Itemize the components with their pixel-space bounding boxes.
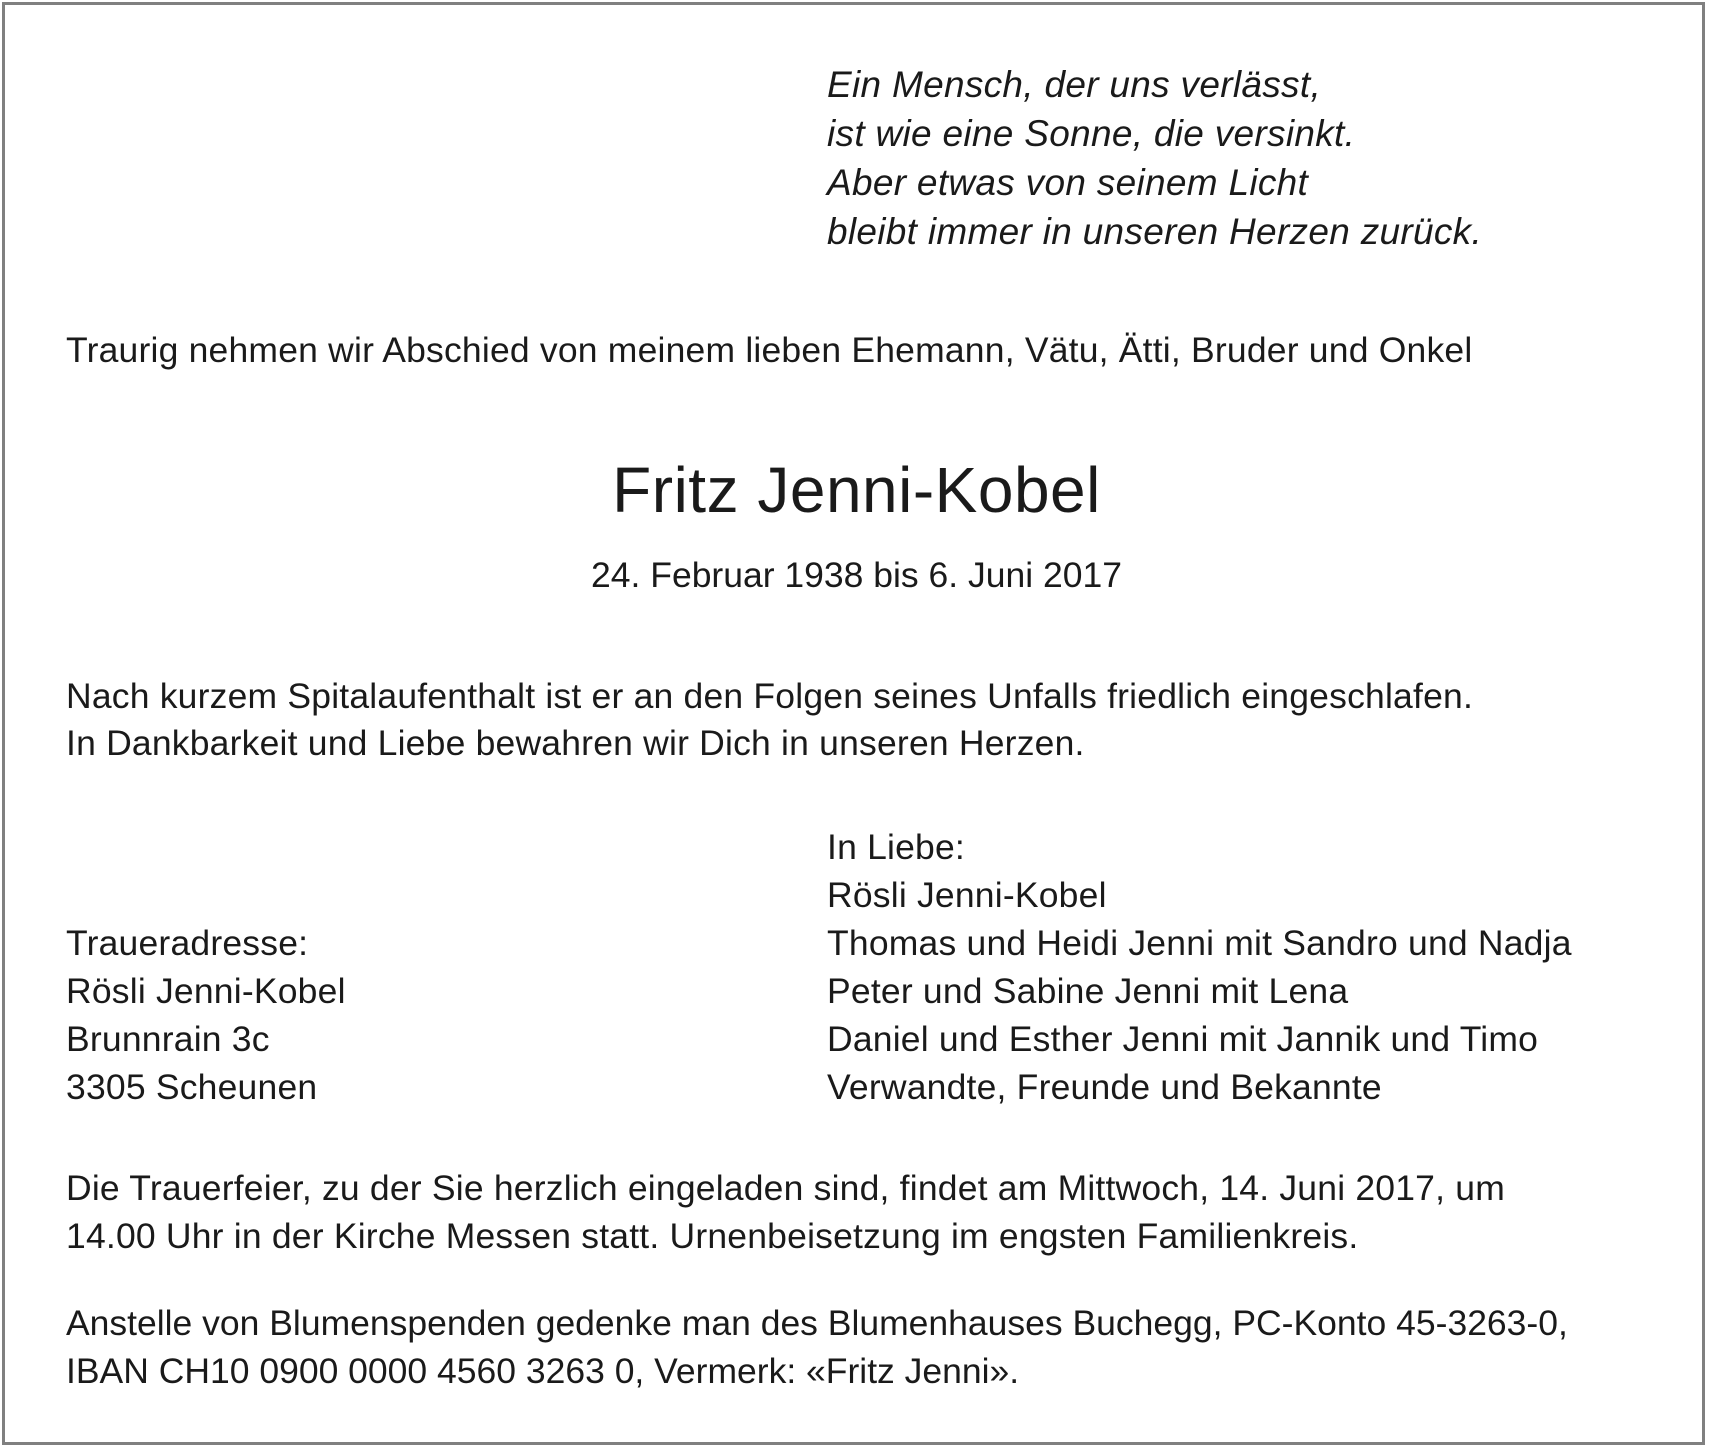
poem-line: Aber etwas von seinem Licht: [827, 162, 1309, 203]
ceremony-line: Die Trauerfeier, zu der Sie herzlich eingeladen sind, findet am Mittwoch, 14. Juni 2017, um: [66, 1168, 1505, 1208]
intro-text: Traurig nehmen wir Abschied von meinem lieben Ehemann, Vätu, Ätti, Bruder und Onkel: [66, 330, 1473, 370]
poem-line: Ein Mensch, der uns verlässt,: [827, 64, 1322, 105]
mourning-address: [66, 919, 346, 1111]
message-line: In Dankbarkeit und Liebe bewahren wir Dich in unseren Herzen.: [66, 723, 1085, 763]
mourners-list: [827, 823, 1572, 1111]
mourner-name: Rösli Jenni-Kobel: [827, 875, 1107, 915]
address-heading: Traueradresse:: [66, 923, 309, 963]
mourner-name: Peter und Sabine Jenni mit Lena: [827, 971, 1349, 1011]
donation-info: [66, 1299, 1568, 1395]
poem: [827, 60, 1482, 256]
mourner-name: Thomas und Heidi Jenni mit Sandro und Nadja: [827, 923, 1572, 963]
donation-line: Anstelle von Blumenspenden gedenke man des Blumenhauses Buchegg, PC-Konto 45-3263-0,: [66, 1303, 1568, 1343]
deceased-name: Fritz Jenni-Kobel: [612, 454, 1101, 526]
ceremony-info: [66, 1164, 1505, 1260]
ceremony-line: 14.00 Uhr in der Kirche Messen statt. Urnenbeisetzung im engsten Familienkreis.: [66, 1216, 1359, 1256]
poem-line: ist wie eine Sonne, die versinkt.: [827, 113, 1356, 154]
poem-line: bleibt immer in unseren Herzen zurück.: [827, 211, 1483, 252]
mourner-name: Daniel und Esther Jenni mit Jannik und Timo: [827, 1019, 1539, 1059]
life-dates: 24. Februar 1938 bis 6. Juni 2017: [591, 555, 1122, 595]
message-line: Nach kurzem Spitalaufenthalt ist er an den Folgen seines Unfalls friedlich eingeschlafen.: [66, 676, 1474, 716]
mourners-heading: In Liebe:: [827, 827, 965, 867]
address-line: 3305 Scheunen: [66, 1067, 318, 1107]
donation-line: IBAN CH10 0900 0000 4560 3263 0, Vermerk: «Fritz Jenni».: [66, 1351, 1020, 1391]
mourner-name: Verwandte, Freunde und Bekannte: [827, 1067, 1382, 1107]
address-line: Rösli Jenni-Kobel: [66, 971, 346, 1011]
message: [66, 673, 1473, 767]
address-line: Brunnrain 3c: [66, 1019, 270, 1059]
